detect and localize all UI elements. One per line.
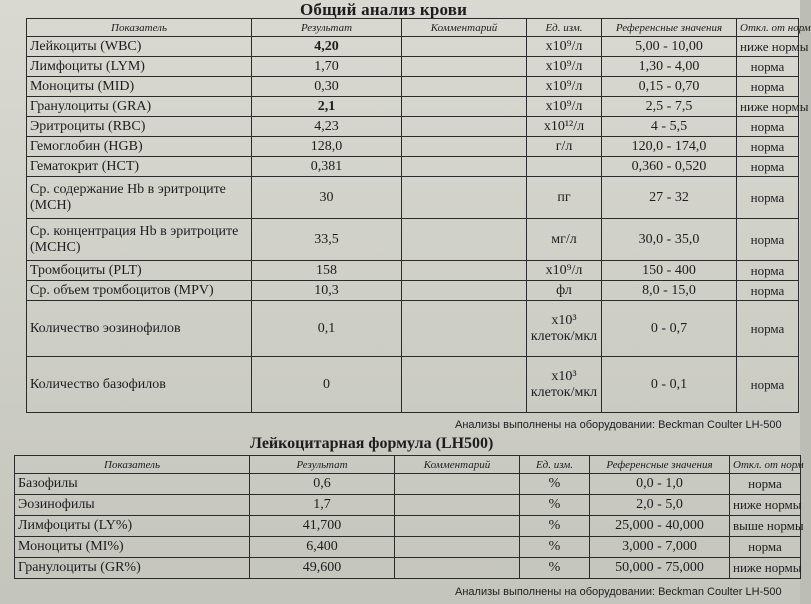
header-reference: Референсные значения — [590, 456, 730, 474]
unit-cell: х10⁹/л — [527, 57, 602, 77]
comment-cell — [402, 357, 527, 413]
result-cell: 4,23 — [252, 117, 402, 137]
indicator-cell: Тромбоциты (PLT) — [27, 261, 252, 281]
deviation-cell: выше нормы — [730, 516, 801, 537]
deviation-cell: норма — [737, 117, 799, 137]
comment-cell — [402, 157, 527, 177]
comment-cell — [402, 261, 527, 281]
result-cell: 0,6 — [250, 474, 395, 495]
result-cell: 1,7 — [250, 495, 395, 516]
result-cell: 158 — [252, 261, 402, 281]
leukocyte-formula-table — [14, 455, 804, 579]
unit-cell: х10¹²/л — [527, 117, 602, 137]
table-row — [27, 137, 799, 157]
result-cell: 2,1 — [252, 97, 402, 117]
header-result: Результат — [250, 456, 395, 474]
comment-cell — [395, 537, 520, 558]
result-cell: 10,3 — [252, 281, 402, 301]
reference-cell: 4 - 5,5 — [602, 117, 737, 137]
result-cell: 0 — [252, 357, 402, 413]
deviation-cell: норма — [737, 219, 799, 261]
comment-cell — [402, 281, 527, 301]
indicator-cell: Эозинофилы — [15, 495, 250, 516]
reference-cell: 3,000 - 7,000 — [590, 537, 730, 558]
equipment-note: Анализы выполнены на оборудовании: Beckman Coulter LH-500 — [455, 419, 782, 431]
reference-cell: 5,00 - 10,00 — [602, 37, 737, 57]
table-header-row — [27, 19, 799, 37]
deviation-cell: ниже нормы — [737, 37, 799, 57]
deviation-cell: норма — [737, 177, 799, 219]
comment-cell — [395, 474, 520, 495]
unit-cell: х10⁹/л — [527, 97, 602, 117]
header-deviation: Откл. от норм — [737, 19, 799, 37]
reference-cell: 0,360 - 0,520 — [602, 157, 737, 177]
table-row — [27, 261, 799, 281]
table-row — [27, 219, 799, 261]
unit-cell: % — [520, 516, 590, 537]
result-cell: 128,0 — [252, 137, 402, 157]
result-cell: 4,20 — [252, 37, 402, 57]
comment-cell — [402, 301, 527, 357]
reference-cell: 30,0 - 35,0 — [602, 219, 737, 261]
result-cell: 41,700 — [250, 516, 395, 537]
indicator-cell: Ср. концентрация Hb в эритроците (MCHC) — [27, 219, 252, 261]
result-cell: 0,381 — [252, 157, 402, 177]
table-header-row — [15, 456, 801, 474]
comment-cell — [402, 37, 527, 57]
table-row — [27, 97, 799, 117]
table-row — [27, 177, 799, 219]
unit-cell: х10⁹/л — [527, 261, 602, 281]
result-cell: 30 — [252, 177, 402, 219]
indicator-cell: Количество эозинофилов — [27, 301, 252, 357]
deviation-cell: ниже нормы — [730, 558, 801, 579]
reference-cell: 0,0 - 1,0 — [590, 474, 730, 495]
unit-cell: фл — [527, 281, 602, 301]
indicator-cell: Эритроциты (RBC) — [27, 117, 252, 137]
indicator-cell: Лейкоциты (WBC) — [27, 37, 252, 57]
reference-cell: 120,0 - 174,0 — [602, 137, 737, 157]
unit-cell: % — [520, 558, 590, 579]
deviation-cell: норма — [737, 77, 799, 97]
reference-cell: 0,15 - 0,70 — [602, 77, 737, 97]
comment-cell — [402, 57, 527, 77]
unit-cell: х10⁹/л — [527, 37, 602, 57]
deviation-cell: норма — [737, 301, 799, 357]
unit-cell: % — [520, 537, 590, 558]
result-cell: 6,400 — [250, 537, 395, 558]
table-row — [15, 495, 801, 516]
header-reference: Референсные значения — [602, 19, 737, 37]
unit-cell: х10³ клеток/мкл — [527, 357, 602, 413]
reference-cell: 8,0 - 15,0 — [602, 281, 737, 301]
result-cell: 49,600 — [250, 558, 395, 579]
table-row — [27, 157, 799, 177]
comment-cell — [402, 137, 527, 157]
indicator-cell: Гранулоциты (GRA) — [27, 97, 252, 117]
unit-cell: % — [520, 474, 590, 495]
indicator-cell: Лимфоциты (LY%) — [15, 516, 250, 537]
table-row — [27, 117, 799, 137]
deviation-cell: норма — [730, 474, 801, 495]
comment-cell — [402, 117, 527, 137]
unit-cell: пг — [527, 177, 602, 219]
comment-cell — [395, 495, 520, 516]
table-row — [15, 474, 801, 495]
table-row — [27, 57, 799, 77]
comment-cell — [395, 516, 520, 537]
reference-cell: 50,000 - 75,000 — [590, 558, 730, 579]
reference-cell: 150 - 400 — [602, 261, 737, 281]
indicator-cell: Моноциты (MID) — [27, 77, 252, 97]
header-comment: Комментарий — [395, 456, 520, 474]
indicator-cell: Гемоглобин (HGB) — [27, 137, 252, 157]
result-cell: 33,5 — [252, 219, 402, 261]
leukocyte-formula-title: Лейкоцитарная формула (LH500) — [250, 435, 494, 452]
comment-cell — [402, 219, 527, 261]
table-row — [15, 537, 801, 558]
table-row — [27, 37, 799, 57]
equipment-note-2: Анализы выполнены на оборудовании: Beckman Coulter LH-500 — [455, 586, 782, 598]
header-indicator: Показатель — [15, 456, 250, 474]
unit-cell — [527, 157, 602, 177]
table-row — [15, 558, 801, 579]
reference-cell: 1,30 - 4,00 — [602, 57, 737, 77]
deviation-cell: ниже нормы — [737, 97, 799, 117]
unit-cell: мг/л — [527, 219, 602, 261]
comment-cell — [395, 558, 520, 579]
table-row — [27, 77, 799, 97]
table-row — [27, 301, 799, 357]
unit-cell: % — [520, 495, 590, 516]
unit-cell: х10³ клеток/мкл — [527, 301, 602, 357]
result-cell: 0,1 — [252, 301, 402, 357]
table-row — [27, 357, 799, 413]
deviation-cell: норма — [737, 357, 799, 413]
deviation-cell: норма — [737, 281, 799, 301]
result-cell: 1,70 — [252, 57, 402, 77]
comment-cell — [402, 177, 527, 219]
comment-cell — [402, 77, 527, 97]
deviation-cell: норма — [737, 157, 799, 177]
reference-cell: 2,5 - 7,5 — [602, 97, 737, 117]
reference-cell: 0 - 0,7 — [602, 301, 737, 357]
deviation-cell: норма — [730, 537, 801, 558]
deviation-cell: ниже нормы — [730, 495, 801, 516]
blood-test-table — [26, 18, 811, 413]
reference-cell: 25,000 - 40,000 — [590, 516, 730, 537]
indicator-cell: Базофилы — [15, 474, 250, 495]
deviation-cell: норма — [737, 261, 799, 281]
unit-cell: х10⁹/л — [527, 77, 602, 97]
unit-cell: г/л — [527, 137, 602, 157]
reference-cell: 0 - 0,1 — [602, 357, 737, 413]
indicator-cell: Лимфоциты (LYM) — [27, 57, 252, 77]
table-row — [15, 516, 801, 537]
comment-cell — [402, 97, 527, 117]
deviation-cell: норма — [737, 57, 799, 77]
indicator-cell: Гематокрит (HCT) — [27, 157, 252, 177]
header-indicator: Показатель — [27, 19, 252, 37]
header-comment: Комментарий — [402, 19, 527, 37]
indicator-cell: Ср. содержание Hb в эритроците (MCH) — [27, 177, 252, 219]
indicator-cell: Гранулоциты (GR%) — [15, 558, 250, 579]
indicator-cell: Моноциты (MI%) — [15, 537, 250, 558]
header-unit: Ед. изм. — [527, 19, 602, 37]
reference-cell: 27 - 32 — [602, 177, 737, 219]
header-result: Результат — [252, 19, 402, 37]
indicator-cell: Ср. объем тромбоцитов (MPV) — [27, 281, 252, 301]
deviation-cell: норма — [737, 137, 799, 157]
reference-cell: 2,0 - 5,0 — [590, 495, 730, 516]
header-deviation: Откл. от норм — [730, 456, 801, 474]
result-cell: 0,30 — [252, 77, 402, 97]
indicator-cell: Количество базофилов — [27, 357, 252, 413]
table-row — [27, 281, 799, 301]
header-unit: Ед. изм. — [520, 456, 590, 474]
report-title: Общий анализ крови — [300, 0, 468, 19]
